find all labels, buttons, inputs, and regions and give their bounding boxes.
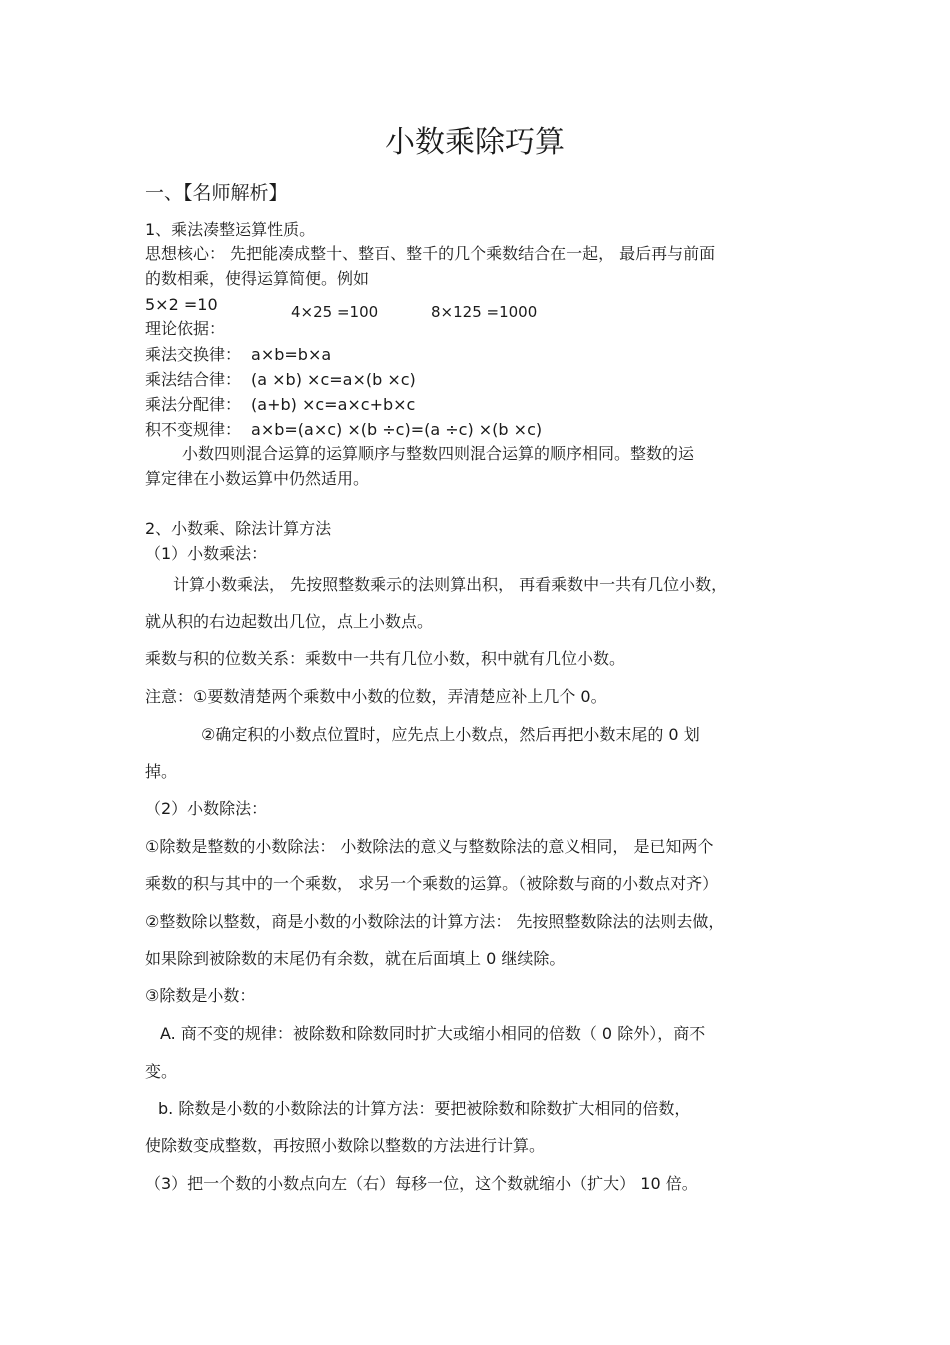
item-heading: 1、乘法凑整运算性质。 bbox=[145, 220, 316, 239]
paragraph-line: 的数相乘，使得运算简便。例如 bbox=[145, 269, 370, 288]
paragraph-line: 使除数变成整数，再按照小数除以整数的方法进行计算。 bbox=[145, 1136, 546, 1155]
law-row bbox=[145, 395, 415, 415]
paragraph-line: （3）把一个数的小数点向左（右）每移一位，这个数就缩小（扩大） 10 倍。 bbox=[145, 1174, 698, 1193]
law-row bbox=[145, 370, 416, 390]
law-formula: (a+b) ×c=a×c+b×c bbox=[251, 395, 416, 414]
paragraph-line: A. 商不变的规律：被除数和除数同时扩大或缩小相同的倍数（ 0 除外），商不 bbox=[160, 1024, 706, 1043]
paragraph-line: 注意：①要数清楚两个乘数中小数的位数，弄清楚应补上几个 0。 bbox=[145, 687, 607, 706]
section-heading: 一、【名师解析】 bbox=[145, 182, 288, 204]
law-label: 乘法交换律： bbox=[145, 345, 242, 364]
page-title: 小数乘除巧算 bbox=[385, 125, 565, 160]
example-3: 8×125 =1000 bbox=[431, 303, 538, 321]
paragraph-line: 算定律在小数运算中仍然适用。 bbox=[145, 469, 370, 488]
law-row bbox=[145, 420, 542, 440]
subsection-heading: （1）小数乘法： bbox=[145, 544, 268, 563]
paragraph-line: 小数四则混合运算的运算顺序与整数四则混合运算的顺序相同。整数的运 bbox=[182, 444, 695, 463]
paragraph-line: 变。 bbox=[145, 1062, 178, 1081]
law-label: 乘法分配律： bbox=[145, 395, 242, 414]
paragraph-line: 乘数的积与其中的一个乘数， 求另一个乘数的运算。（被除数与商的小数点对齐） bbox=[145, 874, 719, 893]
law-label: 积不变规律： bbox=[145, 420, 242, 439]
law-formula: a×b=(a×c) ×(b ÷c)=(a ÷c) ×(b ×c) bbox=[251, 420, 543, 439]
item-heading: 2、小数乘、除法计算方法 bbox=[145, 519, 332, 538]
paragraph-line: 掉。 bbox=[145, 762, 178, 781]
paragraph-line: ②整数除以整数，商是小数的小数除法的计算方法： 先按照整数除法的法则去做， bbox=[145, 912, 725, 931]
subsection-heading: （2）小数除法： bbox=[145, 799, 268, 818]
example-1: 5×2 =10 bbox=[145, 295, 218, 314]
paragraph-line: b. 除数是小数的小数除法的计算方法：要把被除数和除数扩大相同的倍数， bbox=[158, 1099, 691, 1118]
paragraph-line: 乘数与积的位数关系：乘数中一共有几位小数，积中就有几位小数。 bbox=[145, 649, 626, 668]
example-2: 4×25 =100 bbox=[291, 303, 379, 321]
paragraph-line: 如果除到被除数的末尾仍有余数，就在后面填上 0 继续除。 bbox=[145, 949, 566, 968]
law-formula: (a ×b) ×c=a×(b ×c) bbox=[251, 370, 416, 389]
paragraph-line: ③除数是小数： bbox=[145, 986, 256, 1005]
paragraph-line: ②确定积的小数点位置时，应先点上小数点，然后再把小数末尾的 0 划 bbox=[201, 725, 700, 744]
law-formula: a×b=b×a bbox=[251, 345, 332, 364]
law-label: 乘法结合律： bbox=[145, 370, 242, 389]
paragraph-line: 计算小数乘法， 先按照整数乘示的法则算出积， 再看乘数中一共有几位小数， bbox=[173, 575, 728, 594]
law-row bbox=[145, 345, 331, 365]
paragraph-line: 思想核心： 先把能凑成整十、整百、整千的几个乘数结合在一起， 最后再与前面 bbox=[145, 244, 716, 263]
theory-label: 理论依据： bbox=[145, 319, 226, 338]
paragraph-line: 就从积的右边起数出几位，点上小数点。 bbox=[145, 612, 434, 631]
paragraph-line: ①除数是整数的小数除法： 小数除法的意义与整数除法的意义相同， 是已知两个 bbox=[145, 837, 714, 856]
